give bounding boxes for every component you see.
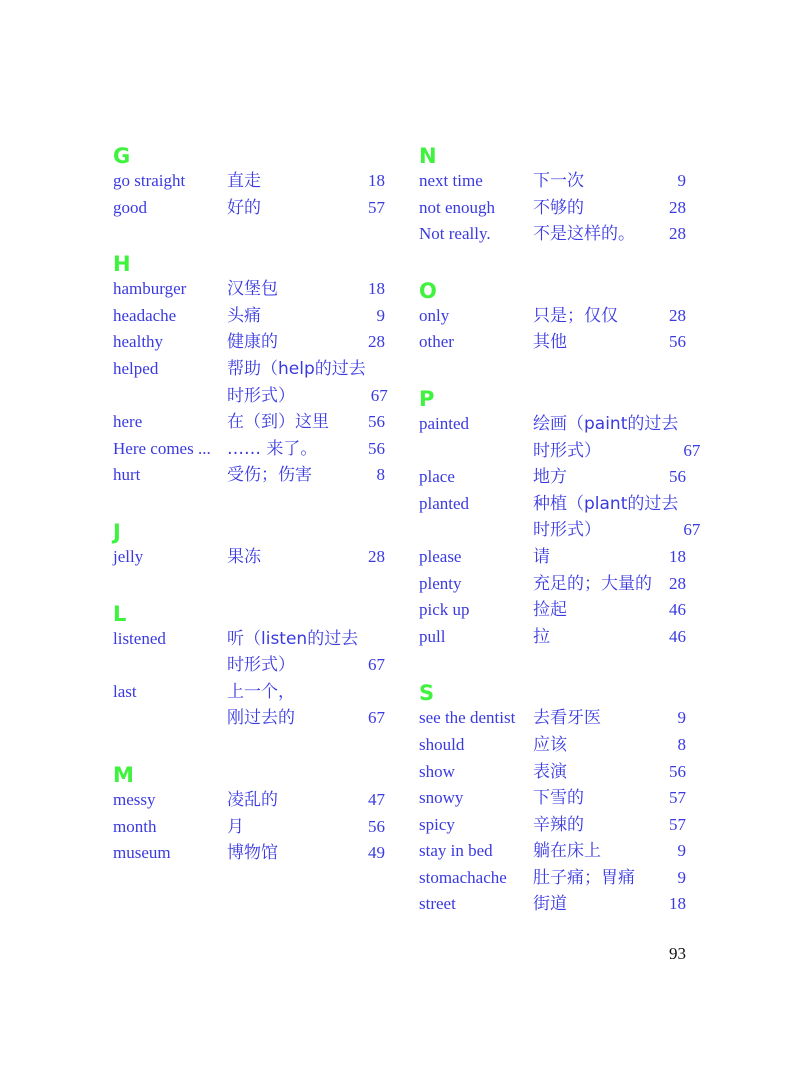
section-letter: J — [113, 519, 121, 544]
glossary-entry — [419, 785, 686, 812]
entry-page-number: 28 — [368, 332, 385, 352]
glossary-entry — [419, 491, 701, 544]
entry-page-number: 56 — [368, 438, 385, 458]
entry-meaning-block — [227, 409, 385, 436]
entry-meaning-block — [533, 785, 686, 812]
entry-line — [533, 303, 686, 330]
entry-meaning: 时形式） — [227, 655, 295, 676]
entry-word: stay in bed — [419, 841, 493, 861]
glossary-entry — [419, 812, 686, 839]
entry-meaning: 绘画（paint的过去 — [533, 413, 679, 434]
glossary-entry — [113, 329, 385, 356]
entry-line — [227, 462, 385, 489]
entry-meaning-block — [533, 329, 686, 356]
entry-page-number: 28 — [669, 224, 686, 244]
entry-page-number — [363, 679, 385, 706]
entry-word: messy — [113, 789, 156, 809]
entry-page-number: 67 — [368, 655, 385, 675]
entry-meaning: 肚子痛；胃痛 — [533, 867, 635, 888]
glossary-section-o — [419, 275, 686, 356]
entry-page-number: 28 — [669, 305, 686, 325]
entry-line — [227, 329, 385, 356]
glossary-entry — [419, 838, 686, 865]
entry-meaning: 下雪的 — [533, 788, 584, 809]
entry-page-number: 28 — [669, 573, 686, 593]
glossary-entry — [419, 303, 686, 330]
glossary-section-m — [113, 759, 385, 867]
entry-meaning: 听（listen的过去 — [227, 628, 359, 649]
entry-word: jelly — [113, 546, 144, 566]
glossary-entry — [113, 303, 385, 330]
entry-page-number: 9 — [376, 305, 385, 325]
entry-word: painted — [419, 413, 470, 433]
entry-line — [227, 356, 388, 383]
entry-meaning-block — [227, 356, 388, 409]
entry-line — [227, 409, 385, 436]
entry-meaning: 街道 — [533, 894, 567, 915]
entry-meaning-block — [227, 679, 385, 732]
page-number: 93 — [669, 944, 686, 963]
entry-page-number: 28 — [368, 546, 385, 566]
entry-meaning-block — [533, 168, 686, 195]
entry-meaning-block — [227, 168, 385, 195]
entry-page-number: 56 — [669, 332, 686, 352]
entry-line — [533, 544, 686, 571]
entry-word: street — [419, 894, 456, 914]
entry-word: hamburger — [113, 279, 187, 299]
entry-meaning: 躺在床上 — [533, 841, 601, 862]
entry-meaning: 应该 — [533, 734, 567, 755]
entry-meaning-block — [227, 840, 385, 867]
glossary-entry — [113, 356, 388, 409]
glossary-entry — [113, 195, 385, 222]
entry-line — [227, 814, 385, 841]
entry-meaning: 去看牙医 — [533, 708, 601, 729]
entry-line — [533, 865, 686, 892]
entry-meaning: 种植（plant的过去 — [533, 493, 679, 514]
glossary-entry — [419, 221, 686, 248]
glossary-entry — [419, 891, 686, 918]
entry-line — [533, 491, 700, 518]
entry-meaning-block — [227, 303, 385, 330]
entry-line — [227, 840, 385, 867]
entry-meaning: 拉 — [533, 626, 550, 647]
entry-line — [227, 652, 385, 679]
entry-meaning-block — [533, 303, 686, 330]
entry-line — [227, 679, 385, 706]
entry-meaning: 不够的 — [533, 197, 584, 218]
section-letter: P — [419, 386, 435, 411]
glossary-section-l — [113, 598, 385, 732]
section-letter: O — [419, 278, 437, 303]
entry-page-number: 67 — [683, 440, 701, 460]
entry-page-number: 57 — [368, 197, 385, 217]
entry-line — [227, 626, 385, 653]
entry-word: museum — [113, 843, 171, 863]
entry-line — [227, 544, 385, 571]
entry-meaning-block — [533, 891, 686, 918]
entry-word: pick up — [419, 600, 470, 620]
section-letter: S — [419, 681, 435, 706]
glossary-section-n — [419, 140, 686, 248]
entry-meaning-block — [533, 411, 700, 464]
entry-meaning: 下一次 — [533, 171, 584, 191]
section-letter: G — [113, 144, 131, 168]
glossary-entry — [113, 840, 385, 867]
entry-page-number: 57 — [669, 788, 686, 808]
entry-word: healthy — [113, 332, 164, 352]
entry-meaning: 果冻 — [227, 546, 261, 567]
glossary-entry — [113, 276, 385, 303]
entry-page-number: 9 — [677, 708, 686, 728]
entry-page-number: 56 — [669, 761, 686, 781]
entry-meaning-block — [533, 597, 686, 624]
entry-line — [227, 705, 385, 732]
entry-page-number — [678, 411, 700, 438]
entry-meaning-block — [227, 787, 385, 814]
entry-meaning: 时形式） — [227, 385, 295, 406]
entry-meaning: 请 — [533, 546, 550, 567]
entry-meaning: 充足的；大量的 — [533, 573, 652, 594]
entry-word: Here comes ... — [113, 438, 211, 458]
entry-line — [227, 195, 385, 222]
glossary-entry — [419, 544, 686, 571]
entry-meaning: 只是；仅仅 — [533, 305, 618, 326]
entry-meaning-block — [533, 571, 686, 598]
entry-word: planted — [419, 493, 470, 513]
entry-line — [533, 705, 686, 732]
entry-line — [533, 438, 700, 465]
entry-meaning: 时形式） — [533, 440, 601, 461]
entry-word: Not really. — [419, 224, 491, 244]
entry-meaning-block — [533, 195, 686, 222]
entry-page-number: 18 — [368, 171, 385, 190]
entry-page-number: 9 — [677, 841, 686, 861]
glossary-entry — [419, 624, 686, 651]
glossary-section-g — [113, 140, 385, 221]
entry-line — [227, 303, 385, 330]
entry-word: snowy — [419, 788, 464, 808]
entry-word: go straight — [113, 171, 186, 190]
glossary-section-s — [419, 677, 686, 918]
entry-line — [227, 787, 385, 814]
entry-page-number: 9 — [677, 867, 686, 887]
entry-line — [533, 891, 686, 918]
entry-meaning: 表演 — [533, 761, 567, 782]
entry-word: here — [113, 412, 143, 432]
entry-page-number: 8 — [376, 465, 385, 485]
entry-meaning: 受伤；伤害 — [227, 465, 312, 486]
glossary-entry — [419, 597, 686, 624]
entry-word: headache — [113, 305, 177, 325]
entry-line — [227, 276, 385, 303]
glossary-entry — [113, 168, 385, 195]
entry-line — [533, 411, 700, 438]
entry-page-number — [363, 626, 385, 653]
glossary-entry — [113, 626, 385, 679]
entry-meaning-block — [533, 865, 686, 892]
entry-meaning-block — [227, 329, 385, 356]
entry-line — [227, 168, 385, 195]
entry-page-number: 28 — [669, 197, 686, 217]
entry-meaning-block — [533, 491, 700, 544]
entry-meaning: 地方 — [533, 467, 567, 488]
glossary-entry — [419, 705, 686, 732]
entry-page-number: 47 — [368, 789, 385, 809]
entry-word: please — [419, 546, 462, 566]
glossary-entry — [113, 462, 385, 489]
glossary-section-j — [113, 516, 385, 571]
entry-word: other — [419, 332, 454, 352]
entry-word: show — [419, 761, 455, 781]
entry-page-number: 18 — [669, 546, 686, 566]
entry-page-number: 8 — [677, 734, 686, 754]
glossary-entry — [419, 759, 686, 786]
entry-line — [533, 838, 686, 865]
entry-meaning-block — [227, 626, 385, 679]
section-letter: L — [113, 601, 127, 626]
entry-meaning-block — [533, 812, 686, 839]
glossary-entry — [113, 409, 385, 436]
entry-word: hurt — [113, 465, 141, 485]
entry-page-number — [678, 491, 700, 518]
glossary-column-right — [419, 140, 701, 945]
entry-meaning-block — [533, 544, 686, 571]
entry-word: helped — [113, 358, 159, 378]
entry-meaning: 博物馆 — [227, 843, 278, 864]
entry-word: next time — [419, 171, 483, 190]
entry-line — [533, 624, 686, 651]
entry-word: see the dentist — [419, 708, 516, 728]
entry-line — [533, 168, 686, 195]
entry-meaning-block — [227, 436, 385, 463]
entry-line — [533, 464, 686, 491]
entry-meaning: …… 来了。 — [227, 438, 318, 459]
entry-page-number: 46 — [669, 600, 686, 620]
entry-word: spicy — [419, 814, 455, 834]
section-letter: M — [113, 762, 134, 787]
entry-meaning-block — [227, 544, 385, 571]
entry-meaning: 在（到）这里 — [227, 412, 329, 433]
entry-meaning: 月 — [227, 816, 244, 837]
entry-meaning-block — [533, 705, 686, 732]
entry-page-number: 18 — [669, 894, 686, 914]
entry-meaning: 直走 — [227, 171, 261, 191]
entry-meaning-block — [533, 732, 686, 759]
entry-page-number: 46 — [669, 626, 686, 646]
glossary-entry — [419, 195, 686, 222]
entry-meaning: 帮助（help的过去 — [227, 358, 366, 379]
entry-word: not enough — [419, 197, 496, 217]
entry-meaning: 凌乱的 — [227, 789, 278, 810]
entry-meaning: 上一个， — [227, 681, 295, 702]
entry-meaning-block — [533, 759, 686, 786]
glossary-entry — [113, 436, 385, 463]
entry-line — [227, 383, 388, 410]
glossary-entry — [419, 464, 686, 491]
section-letter: N — [419, 144, 437, 168]
glossary-entry — [419, 732, 686, 759]
entry-page-number: 57 — [669, 814, 686, 834]
glossary-column-left — [113, 140, 388, 894]
entry-meaning-block — [533, 464, 686, 491]
entry-meaning-block — [227, 462, 385, 489]
entry-line — [533, 329, 686, 356]
entry-word: place — [419, 467, 455, 487]
entry-page-number: 67 — [370, 385, 388, 405]
entry-line — [227, 436, 385, 463]
entry-meaning: 汉堡包 — [227, 279, 278, 300]
glossary-entry — [113, 544, 385, 571]
entry-line — [533, 785, 686, 812]
entry-meaning: 刚过去的 — [227, 708, 295, 729]
entry-line — [533, 812, 686, 839]
entry-line — [533, 221, 686, 248]
entry-meaning: 捡起 — [533, 600, 567, 621]
glossary-entry — [419, 329, 686, 356]
entry-meaning: 好的 — [227, 197, 261, 218]
entry-page-number: 56 — [669, 467, 686, 487]
entry-meaning: 健康的 — [227, 332, 278, 353]
entry-meaning-block — [227, 276, 385, 303]
glossary-entry — [113, 814, 385, 841]
entry-page-number: 49 — [368, 843, 385, 863]
glossary-section-h — [113, 248, 388, 489]
glossary-entry — [419, 411, 701, 464]
glossary-entry — [419, 168, 686, 195]
entry-word: stomachache — [419, 867, 507, 887]
entry-page-number: 9 — [677, 171, 686, 190]
glossary-entry — [113, 787, 385, 814]
entry-page-number: 56 — [368, 412, 385, 432]
entry-word: last — [113, 681, 137, 701]
entry-meaning: 不是这样的。 — [533, 224, 635, 245]
entry-meaning-block — [533, 838, 686, 865]
entry-meaning-block — [533, 624, 686, 651]
entry-word: should — [419, 734, 465, 754]
entry-line — [533, 517, 700, 544]
entry-line — [533, 571, 686, 598]
entry-page-number — [366, 356, 388, 383]
entry-meaning: 其他 — [533, 332, 567, 353]
entry-word: good — [113, 197, 147, 217]
glossary-entry — [419, 865, 686, 892]
entry-meaning-block — [227, 195, 385, 222]
entry-line — [533, 732, 686, 759]
entry-word: plenty — [419, 573, 462, 593]
entry-meaning-block — [227, 814, 385, 841]
entry-page-number: 56 — [368, 816, 385, 836]
glossary-section-p — [419, 383, 701, 650]
entry-line — [533, 759, 686, 786]
entry-word: pull — [419, 626, 446, 646]
entry-word: listened — [113, 628, 166, 648]
entry-page-number: 67 — [368, 708, 385, 728]
section-letter: H — [113, 252, 131, 277]
glossary-entry — [113, 679, 385, 732]
entry-page-number: 67 — [683, 520, 701, 540]
entry-meaning: 辛辣的 — [533, 814, 584, 835]
entry-word: only — [419, 305, 450, 325]
entry-word: month — [113, 816, 157, 836]
entry-line — [533, 195, 686, 222]
entry-line — [533, 597, 686, 624]
entry-meaning: 时形式） — [533, 520, 601, 541]
glossary-entry — [419, 571, 686, 598]
entry-page-number: 18 — [368, 279, 385, 299]
entry-meaning-block — [533, 221, 686, 248]
entry-meaning: 头痛 — [227, 305, 261, 326]
